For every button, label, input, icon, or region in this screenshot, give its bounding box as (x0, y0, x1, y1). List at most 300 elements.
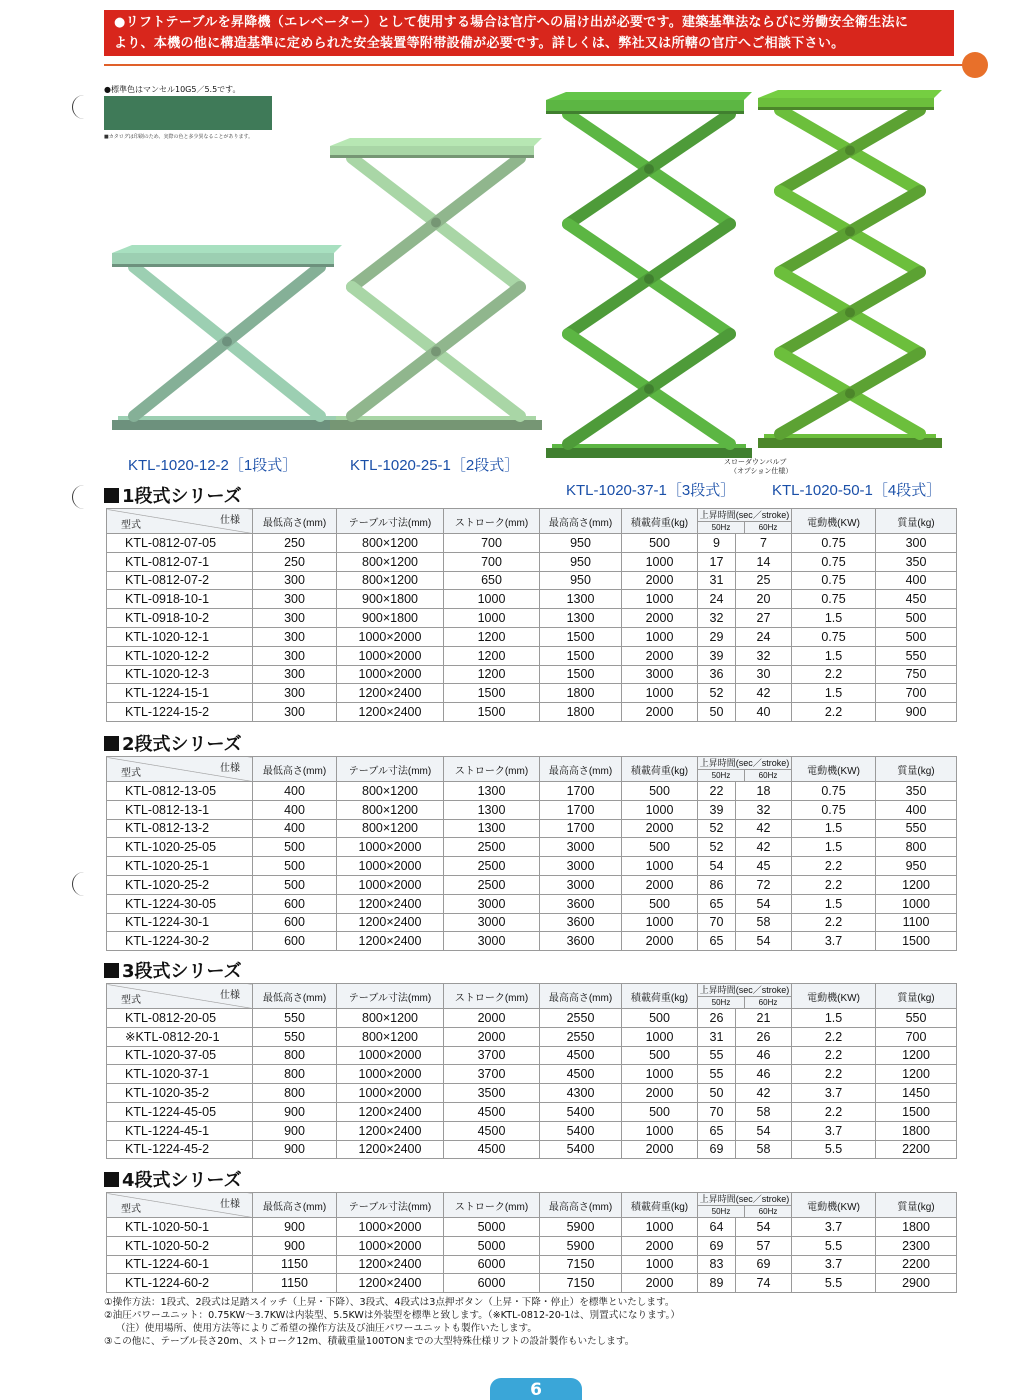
table-cell: 1200 (876, 1046, 957, 1065)
table-cell: 1800 (540, 703, 622, 722)
table-cell: 25 (736, 571, 792, 590)
table-cell: 2500 (444, 838, 540, 857)
lift-photo-3-stage (534, 80, 764, 470)
table-cell: 1.5 (792, 609, 876, 628)
table-cell: 46 (736, 1046, 792, 1065)
header-min-height: 最低高さ(mm) (253, 757, 337, 782)
table-cell: KTL-1020-25-1 (107, 857, 253, 876)
table-cell: 1500 (444, 684, 540, 703)
table-row (107, 552, 957, 571)
table-cell: 1200×2400 (337, 684, 444, 703)
slowdown-valve-label: スローダウンバルブ （オプション仕様） (724, 458, 793, 475)
table-row (107, 875, 957, 894)
table-cell: 42 (736, 1084, 792, 1103)
table-cell: 69 (698, 1236, 736, 1255)
table-cell: 5000 (444, 1236, 540, 1255)
table-cell: 500 (622, 534, 698, 553)
table-cell: 2.2 (792, 703, 876, 722)
header-lift-time: 上昇時間(sec／stroke) 50Hz 60Hz (698, 984, 792, 1009)
header-lift-time: 上昇時間(sec／stroke) 50Hz 60Hz (698, 757, 792, 782)
table-cell: 0.75 (792, 627, 876, 646)
table-cell: 2.2 (792, 1046, 876, 1065)
table-cell: 2000 (622, 932, 698, 951)
table-cell: 1200×2400 (337, 1121, 444, 1140)
table-cell: 500 (253, 838, 337, 857)
table-cell: 2000 (622, 1140, 698, 1159)
table-cell: KTL-1224-45-1 (107, 1121, 253, 1140)
table-cell: 58 (736, 1102, 792, 1121)
table-cell: 27 (736, 609, 792, 628)
header-model-spec: 仕様 型式 (107, 509, 253, 534)
table-cell: 900 (253, 1236, 337, 1255)
table-cell: 69 (736, 1255, 792, 1274)
table-cell: 32 (698, 609, 736, 628)
header-load: 積載荷重(kg) (622, 509, 698, 534)
table-cell: 900 (253, 1140, 337, 1159)
table-cell: KTL-1224-30-05 (107, 894, 253, 913)
notice-banner (104, 10, 954, 56)
table-cell: 2000 (444, 1027, 540, 1046)
table-cell: KTL-1224-60-2 (107, 1274, 253, 1293)
table-cell: 1000×2000 (337, 875, 444, 894)
table-cell: 1000×2000 (337, 627, 444, 646)
table-cell: 5900 (540, 1218, 622, 1237)
table-cell: 500 (622, 838, 698, 857)
table-row (107, 913, 957, 932)
table-cell: 1200 (444, 646, 540, 665)
table-cell: 2500 (444, 857, 540, 876)
photo-caption-1: KTL-1020-12-2［1段式］ (128, 457, 298, 474)
table-cell: 1800 (876, 1218, 957, 1237)
table-cell: 1000 (622, 857, 698, 876)
table-cell: 50 (698, 1084, 736, 1103)
table-cell: 55 (698, 1046, 736, 1065)
table-cell: 650 (444, 571, 540, 590)
table-row (107, 857, 957, 876)
table-cell: 2550 (540, 1009, 622, 1028)
table-cell: 500 (622, 1046, 698, 1065)
table-cell: 4500 (444, 1121, 540, 1140)
table-cell: 1000×2000 (337, 646, 444, 665)
table-cell: 950 (540, 571, 622, 590)
table-cell: 74 (736, 1274, 792, 1293)
table-cell: 900×1800 (337, 609, 444, 628)
table-cell: 1000 (876, 894, 957, 913)
header-model-spec: 仕様 型式 (107, 984, 253, 1009)
table-cell: 83 (698, 1255, 736, 1274)
table-row (107, 932, 957, 951)
table-cell: 500 (253, 875, 337, 894)
table-row (107, 1218, 957, 1237)
table-cell: 500 (622, 1102, 698, 1121)
table-row (107, 1065, 957, 1084)
table-cell: 2900 (876, 1274, 957, 1293)
table-cell: 2000 (622, 1084, 698, 1103)
table-cell: 300 (876, 534, 957, 553)
table-cell: 1000×2000 (337, 665, 444, 684)
swatch-disclaimer: ■カタログは印刷のため、実際の色と多少異なることがあります。 (104, 134, 254, 140)
table-cell: 550 (876, 646, 957, 665)
table-cell: 800×1200 (337, 552, 444, 571)
table-cell: 3000 (444, 932, 540, 951)
table-cell: 3700 (444, 1065, 540, 1084)
header-table-size: テーブル寸法(mm) (337, 1193, 444, 1218)
table-cell: KTL-1224-30-1 (107, 913, 253, 932)
table-cell: 300 (253, 665, 337, 684)
table-cell: 0.75 (792, 800, 876, 819)
table-cell: 2000 (622, 819, 698, 838)
photo-caption-3: KTL-1020-37-1［3段式］ (566, 482, 736, 499)
binder-hole (72, 872, 86, 896)
header-motor: 電動機(KW) (792, 509, 876, 534)
table-cell: 0.75 (792, 571, 876, 590)
table-cell: 22 (698, 782, 736, 801)
table-row (107, 1009, 957, 1028)
table-cell: KTL-0812-07-1 (107, 552, 253, 571)
table-cell: 65 (698, 932, 736, 951)
table-cell: 1150 (253, 1255, 337, 1274)
table-cell: 70 (698, 1102, 736, 1121)
table-cell: 800 (253, 1046, 337, 1065)
footnote: ③この他に、テーブル長さ20m、ストローク12m、積載重量100TONまでの大型特殊仕様リフトの設計製作もいたします。 (104, 1336, 635, 1347)
table-cell: 39 (698, 646, 736, 665)
table-cell: 800×1200 (337, 534, 444, 553)
section-title-4: 4段式シリーズ (104, 1166, 242, 1192)
table-cell: 0.75 (792, 552, 876, 571)
table-cell: 32 (736, 646, 792, 665)
table-cell: 300 (253, 703, 337, 722)
table-cell: 3.7 (792, 1121, 876, 1140)
table-cell: 2000 (622, 1236, 698, 1255)
table-cell: 1200×2400 (337, 913, 444, 932)
header-load: 積載荷重(kg) (622, 757, 698, 782)
table-cell: 2.2 (792, 857, 876, 876)
standard-color-note: ●標準色はマンセル10G5／5.5です。 (104, 85, 241, 94)
table-cell: 4500 (540, 1046, 622, 1065)
table-row (107, 571, 957, 590)
header-max-height: 最高高さ(mm) (540, 757, 622, 782)
header-min-height: 最低高さ(mm) (253, 509, 337, 534)
table-cell: 400 (253, 819, 337, 838)
table-cell: 1800 (876, 1121, 957, 1140)
table-cell: 1200×2400 (337, 1102, 444, 1121)
table-cell: 400 (876, 571, 957, 590)
table-cell: 42 (736, 684, 792, 703)
table-cell: 1000 (622, 590, 698, 609)
table-cell: 250 (253, 552, 337, 571)
table-row (107, 627, 957, 646)
header-stroke: ストローク(mm) (444, 984, 540, 1009)
table-cell: 1000 (622, 913, 698, 932)
table-cell: 3.7 (792, 1218, 876, 1237)
table-cell: 52 (698, 684, 736, 703)
table-cell: 1000×2000 (337, 838, 444, 857)
table-header-row (107, 757, 957, 782)
table-cell: 5400 (540, 1102, 622, 1121)
lift-photo-2-stage (316, 120, 556, 445)
table-cell: 300 (253, 609, 337, 628)
header-stroke: ストローク(mm) (444, 757, 540, 782)
table-cell: 1500 (876, 932, 957, 951)
table-cell: 1500 (540, 646, 622, 665)
header-lift-time: 上昇時間(sec／stroke) 50Hz 60Hz (698, 1193, 792, 1218)
table-cell: 2000 (622, 1274, 698, 1293)
table-cell: 3600 (540, 932, 622, 951)
table-cell: 1.5 (792, 684, 876, 703)
table-cell: 2.2 (792, 665, 876, 684)
table-cell: 1200×2400 (337, 894, 444, 913)
table-cell: 39 (698, 800, 736, 819)
table-cell: KTL-1020-50-2 (107, 1236, 253, 1255)
table-cell: 1500 (876, 1102, 957, 1121)
table-cell: 1300 (444, 782, 540, 801)
header-motor: 電動機(KW) (792, 757, 876, 782)
table-cell: 350 (876, 552, 957, 571)
table-cell: 600 (253, 894, 337, 913)
table-cell: 900×1800 (337, 590, 444, 609)
header-motor: 電動機(KW) (792, 984, 876, 1009)
color-swatch (104, 96, 272, 130)
table-cell: 1200×2400 (337, 932, 444, 951)
table-cell: 6000 (444, 1255, 540, 1274)
table-cell: 2.2 (792, 913, 876, 932)
table-cell: 54 (736, 932, 792, 951)
header-mass: 質量(kg) (876, 757, 957, 782)
table-cell: 1000×2000 (337, 1046, 444, 1065)
table-cell: ※KTL-0812-20-1 (107, 1027, 253, 1046)
table-cell: 1700 (540, 782, 622, 801)
table-cell: 1000 (622, 1255, 698, 1274)
table-row (107, 534, 957, 553)
table-cell: KTL-0812-07-2 (107, 571, 253, 590)
table-cell: 1700 (540, 800, 622, 819)
table-cell: 1000×2000 (337, 857, 444, 876)
table-cell: 7 (736, 534, 792, 553)
table-cell: 900 (253, 1121, 337, 1140)
table-cell: 1200×2400 (337, 1274, 444, 1293)
table-cell: 1000 (622, 684, 698, 703)
table-cell: 800 (253, 1065, 337, 1084)
table-cell: 55 (698, 1065, 736, 1084)
footnotes (104, 1296, 964, 1348)
table-cell: 500 (622, 782, 698, 801)
binder-hole (72, 485, 86, 509)
table-cell: 2.2 (792, 1027, 876, 1046)
table-cell: 32 (736, 800, 792, 819)
table-row (107, 1121, 957, 1140)
table-cell: 800 (253, 1084, 337, 1103)
table-cell: 0.75 (792, 534, 876, 553)
table-cell: 2000 (622, 875, 698, 894)
table-row (107, 1046, 957, 1065)
table-cell: 2000 (622, 609, 698, 628)
table-row (107, 590, 957, 609)
table-cell: 26 (736, 1027, 792, 1046)
table-row (107, 1274, 957, 1293)
table-cell: 800 (876, 838, 957, 857)
table-cell: 400 (253, 782, 337, 801)
table-cell: 1.5 (792, 819, 876, 838)
table-cell: KTL-0812-13-1 (107, 800, 253, 819)
table-cell: 600 (253, 913, 337, 932)
table-cell: 3000 (444, 913, 540, 932)
table-cell: 9 (698, 534, 736, 553)
table-cell: 1000×2000 (337, 1084, 444, 1103)
table-cell: 89 (698, 1274, 736, 1293)
table-cell: 4500 (540, 1065, 622, 1084)
table-row (107, 609, 957, 628)
table-row (107, 838, 957, 857)
table-cell: 54 (736, 1121, 792, 1140)
table-cell: 0.75 (792, 782, 876, 801)
table-cell: 4500 (444, 1140, 540, 1159)
table-cell: 3000 (622, 665, 698, 684)
table-cell: 4300 (540, 1084, 622, 1103)
table-row (107, 1255, 957, 1274)
table-row (107, 1102, 957, 1121)
table-cell: 800×1200 (337, 782, 444, 801)
table-cell: 550 (253, 1027, 337, 1046)
header-model-spec: 仕様 型式 (107, 757, 253, 782)
table-cell: 950 (540, 534, 622, 553)
table-cell: 1300 (540, 609, 622, 628)
table-cell: 54 (698, 857, 736, 876)
table-cell: 300 (253, 646, 337, 665)
section-title-3: 3段式シリーズ (104, 957, 242, 983)
table-cell: 2.2 (792, 875, 876, 894)
table-cell: KTL-0918-10-2 (107, 609, 253, 628)
table-row (107, 819, 957, 838)
table-row (107, 1084, 957, 1103)
table-cell: 1000 (622, 627, 698, 646)
table-cell: 700 (876, 1027, 957, 1046)
table-cell: 1150 (253, 1274, 337, 1293)
table-header-row (107, 1193, 957, 1218)
table-cell: 800×1200 (337, 1009, 444, 1028)
header-rule (104, 64, 968, 66)
footnote: ①操作方法：1段式、2段式は足踏スイッチ（上昇・下降）、3段式、4段式は3点押ボタン（上昇・下降・停止）を標準といたします。 (104, 1297, 675, 1308)
table-cell: 58 (736, 913, 792, 932)
table-cell: KTL-0812-13-2 (107, 819, 253, 838)
table-cell: 46 (736, 1065, 792, 1084)
notice-line-2: より、本機の他に構造基準に定められた安全装置等附帯設備が必要です。詳しくは、弊社又は所轄の官庁へご相談下さい。 (114, 36, 845, 51)
table-cell: 5400 (540, 1140, 622, 1159)
table-cell: KTL-1224-15-2 (107, 703, 253, 722)
table-cell: 1000 (622, 1218, 698, 1237)
table-cell: 1.5 (792, 1009, 876, 1028)
footnote: ②油圧パワーユニット：0.75KW～3.7KWは内装型、5.5KWは外装型を標準と致します。（※KTL-0812-20-1は、別置式になります。） (104, 1310, 680, 1321)
table-cell: 2000 (622, 571, 698, 590)
section-title-2: 2段式シリーズ (104, 730, 242, 756)
table-cell: 300 (253, 590, 337, 609)
table-header-row (107, 509, 957, 534)
table-cell: 550 (876, 819, 957, 838)
table-cell: 1000 (622, 800, 698, 819)
table-cell: 1000 (622, 1065, 698, 1084)
table-cell: 1200×2400 (337, 703, 444, 722)
table-cell: 65 (698, 1121, 736, 1140)
table-cell: 1300 (444, 800, 540, 819)
lift-photo-4-stage (742, 80, 956, 460)
table-cell: 3700 (444, 1046, 540, 1065)
table-cell: 1500 (444, 703, 540, 722)
table-cell: 2.2 (792, 1065, 876, 1084)
table-cell: KTL-1224-15-1 (107, 684, 253, 703)
table-cell: 1000×2000 (337, 1236, 444, 1255)
table-cell: 2200 (876, 1140, 957, 1159)
table-cell: 5.5 (792, 1236, 876, 1255)
footnote: （注）使用場所、使用方法等によりご希望の操作方法及び油圧パワーユニットも製作いたします。 (116, 1323, 537, 1334)
table-cell: 3.7 (792, 932, 876, 951)
table-cell: 54 (736, 894, 792, 913)
table-cell: 31 (698, 1027, 736, 1046)
table-cell: 2500 (444, 875, 540, 894)
header-max-height: 最高高さ(mm) (540, 1193, 622, 1218)
table-cell: 1.5 (792, 838, 876, 857)
table-cell: 1200×2400 (337, 1255, 444, 1274)
table-cell: 3.7 (792, 1255, 876, 1274)
table-cell: KTL-1224-30-2 (107, 932, 253, 951)
table-cell: 3000 (540, 838, 622, 857)
table-cell: 17 (698, 552, 736, 571)
table-cell: 500 (622, 894, 698, 913)
table-row (107, 800, 957, 819)
table-cell: KTL-0918-10-1 (107, 590, 253, 609)
table-cell: 20 (736, 590, 792, 609)
header-max-height: 最高高さ(mm) (540, 509, 622, 534)
table-row (107, 1140, 957, 1159)
header-max-height: 最高高さ(mm) (540, 984, 622, 1009)
table-cell: KTL-1224-45-2 (107, 1140, 253, 1159)
table-cell: KTL-1224-45-05 (107, 1102, 253, 1121)
table-cell: 700 (444, 534, 540, 553)
table-cell: KTL-1020-50-1 (107, 1218, 253, 1237)
header-min-height: 最低高さ(mm) (253, 984, 337, 1009)
spec-table-1-stage (106, 508, 957, 722)
table-cell: 300 (253, 627, 337, 646)
header-lift-time: 上昇時間(sec／stroke) 50Hz 60Hz (698, 509, 792, 534)
header-mass: 質量(kg) (876, 509, 957, 534)
table-row (107, 1027, 957, 1046)
table-cell: 1500 (540, 627, 622, 646)
table-cell: 500 (253, 857, 337, 876)
table-cell: 6000 (444, 1274, 540, 1293)
table-cell: 4500 (444, 1102, 540, 1121)
table-cell: 57 (736, 1236, 792, 1255)
table-cell: 1000 (444, 590, 540, 609)
header-mass: 質量(kg) (876, 984, 957, 1009)
table-cell: KTL-0812-07-05 (107, 534, 253, 553)
table-cell: KTL-1224-60-1 (107, 1255, 253, 1274)
table-cell: 1100 (876, 913, 957, 932)
spec-table-3-stage (106, 983, 957, 1159)
table-cell: 350 (876, 782, 957, 801)
section-title-1: 1段式シリーズ (104, 482, 242, 508)
header-table-size: テーブル寸法(mm) (337, 984, 444, 1009)
page-number: 6 (490, 1378, 582, 1400)
table-cell: 65 (698, 894, 736, 913)
table-cell: 18 (736, 782, 792, 801)
table-cell: 1.5 (792, 646, 876, 665)
table-cell: 42 (736, 838, 792, 857)
table-cell: 69 (698, 1140, 736, 1159)
header-stroke: ストローク(mm) (444, 509, 540, 534)
table-cell: 52 (698, 838, 736, 857)
table-row (107, 703, 957, 722)
table-cell: KTL-1020-25-05 (107, 838, 253, 857)
table-cell: 5.5 (792, 1274, 876, 1293)
table-cell: 5000 (444, 1218, 540, 1237)
